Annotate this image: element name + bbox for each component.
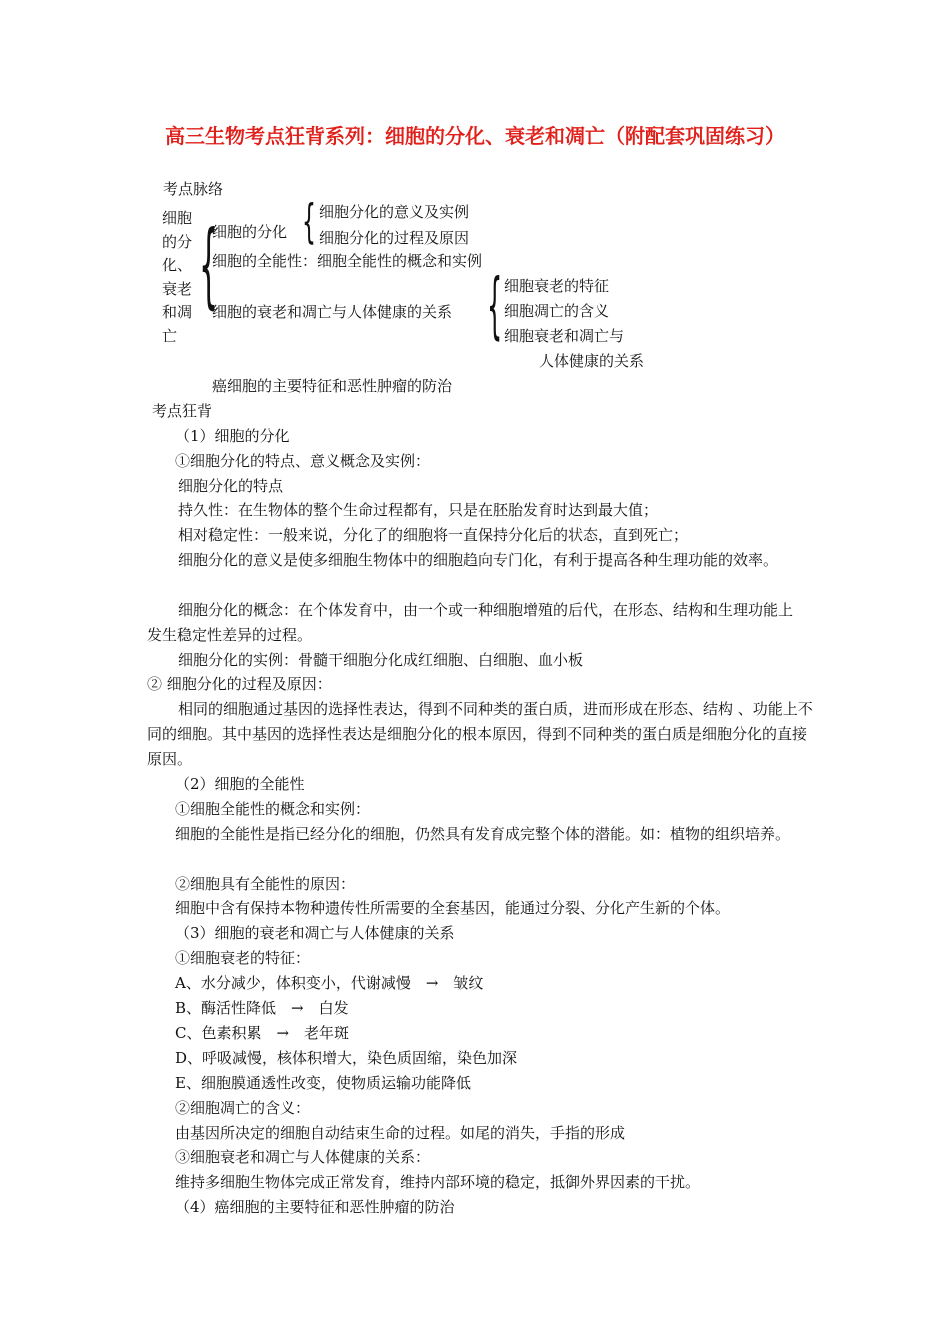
paragraph-line: ② 细胞分化的过程及原因：: [147, 675, 332, 693]
section-heading: （3）细胞的衰老和凋亡与人体健康的关系: [175, 924, 455, 942]
list-item: C、色素积累 → 老年斑: [175, 1024, 350, 1042]
paragraph: 细胞分化的意义是使多细胞生物体中的细胞趋向专门化，有利于提高各种生理功能的效率。: [178, 551, 779, 569]
paragraph: 相同的细胞通过基因的选择性表达，得到不同种类的蛋白质，进而形成在形态、结构 、功能上不同的细胞。其中基因的选择性表达是细胞分化的根本原因，得到不同种类的蛋白质是细胞分化的直接原因。: [147, 700, 813, 768]
paragraph-line: ①细胞全能性的概念和实例：: [175, 800, 371, 818]
outline-branch1-item: 细胞分化的过程及原因: [319, 229, 470, 247]
outline-brace-branch1: {: [302, 197, 316, 251]
outline-branch3-item: 细胞衰老的特征: [504, 277, 610, 295]
paragraph-line: 细胞中含有保持本物种遗传性所需要的全套基因，能通过分裂、分化产生新的个体。: [175, 899, 731, 917]
outline-branch3-item: 细胞衰老和凋亡与: [504, 327, 625, 345]
outline-branch3-item: 人体健康的关系: [539, 352, 645, 370]
outline-heading: 考点脉络: [163, 180, 224, 198]
paragraph-line: 相对稳定性：一般来说，分化了的细胞将一直保持分化后的状态，直到死亡；: [178, 526, 689, 544]
list-item: A、水分减少，体积变小，代谢减慢 → 皱纹: [175, 974, 484, 992]
paragraph: 细胞分化的概念：在个体发育中，由一个或一种细胞增殖的后代，在形态、结构和生理功能上发生稳定性差异的过程。: [147, 601, 794, 644]
outline-branch2: 细胞的全能性：细胞全能性的概念和实例: [212, 252, 483, 270]
body-heading: 考点狂背: [152, 402, 213, 420]
paragraph-line: ②细胞具有全能性的原因：: [175, 875, 356, 893]
outline-branch3-item: 细胞凋亡的含义: [504, 302, 610, 320]
paragraph-line: 持久性：在生物体的整个生命过程都有，只是在胚胎发育时达到最大值；: [178, 501, 659, 519]
outline-brace-main: {: [199, 212, 219, 322]
paragraph-line: 由基因所决定的细胞自动结束生命的过程。如尾的消失，手指的形成: [175, 1124, 626, 1142]
outline-root: 细胞的分化、衰老和凋亡: [162, 209, 193, 345]
paragraph: 细胞的全能性是指已经分化的细胞，仍然具有发育成完整个体的潜能。如：植物的组织培养。: [175, 825, 791, 843]
outline-branch1-item: 细胞分化的意义及实例: [319, 203, 470, 221]
paragraph-line: ③细胞衰老和凋亡与人体健康的关系：: [175, 1148, 431, 1166]
list-item: E、细胞膜通透性改变，使物质运输功能降低: [175, 1074, 471, 1092]
document-title: 高三生物考点狂背系列：细胞的分化、衰老和凋亡（附配套巩固练习）: [165, 124, 785, 148]
outline-extra: 癌细胞的主要特征和恶性肿瘤的防治: [212, 377, 453, 395]
section-heading: （4）癌细胞的主要特征和恶性肿瘤的防治: [175, 1198, 455, 1216]
outline-branch1: 细胞的分化: [212, 223, 288, 241]
paragraph-line: ①细胞衰老的特征：: [175, 949, 311, 967]
paragraph-line: 细胞分化的特点: [178, 477, 284, 495]
outline-branch3: 细胞的衰老和凋亡与人体健康的关系: [212, 303, 453, 321]
section-heading: （1）细胞的分化: [175, 427, 290, 445]
section-heading: （2）细胞的全能性: [175, 775, 305, 793]
paragraph-line: ②细胞凋亡的含义：: [175, 1099, 311, 1117]
paragraph-line: 维持多细胞生物体完成正常发育，维持内部环境的稳定，抵御外界因素的干扰。: [175, 1173, 701, 1191]
paragraph-line: 细胞分化的实例：骨髓干细胞分化成红细胞、白细胞、血小板: [178, 651, 584, 669]
list-item: D、呼吸减慢，核体积增大，染色质固缩，染色加深: [175, 1049, 518, 1067]
outline-brace-branch3: {: [487, 264, 503, 348]
list-item: B、酶活性降低 → 白发: [175, 999, 349, 1017]
paragraph-line: ①细胞分化的特点、意义概念及实例：: [175, 452, 431, 470]
